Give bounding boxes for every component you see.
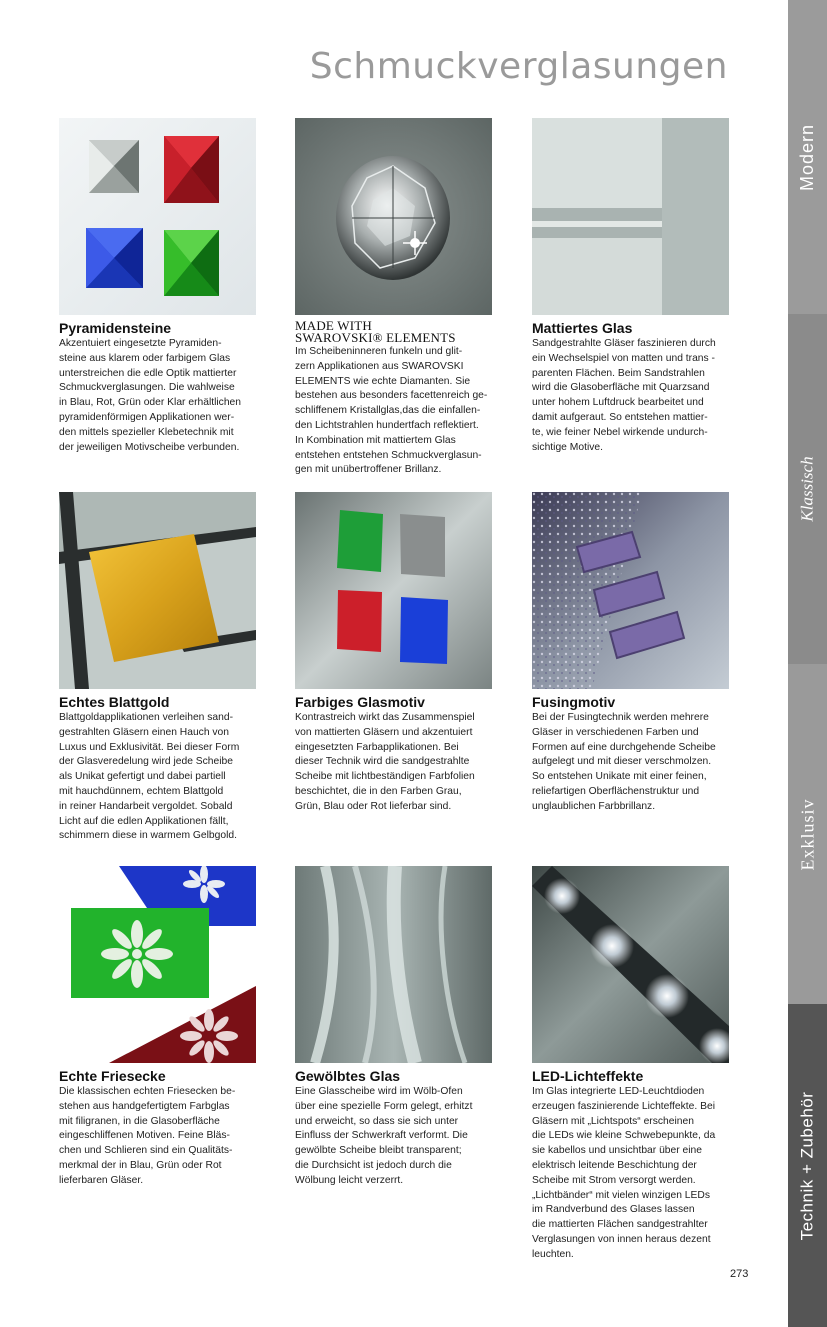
card-title: Mattiertes Glas — [532, 320, 633, 336]
card-title: Farbiges Glasmotiv — [295, 694, 425, 710]
page-title: Schmuckverglasungen — [309, 46, 728, 87]
card-text: Sandgestrahlte Gläser faszinieren durch ein Wechselspiel von matten und trans - parenten Flächen. Beim Sandstrahlen wird die Glasoberfläche mit Quarzsand unter hohem Luftdruck bearbeitet und damit aufgeraut. So entstehen mattier- te, wie feiner Nebel wirkende undurch- sichtige Motive. — [532, 338, 716, 453]
tab-technik-label: Technik + Zubehör — [797, 1091, 817, 1240]
card-title: Echte Friesecke — [59, 1068, 166, 1084]
card-text: Blattgoldapplikationen verleihen sand- gestrahlten Gläsern einen Hauch von Luxus und Exklusivität. Bei dieser Form der Glasveredelung wird jede Scheibe als Unikat gefertigt und dabei partiell mit hauchdünnem, echtem Blattgold in reiner Handarbeit vergoldet. Sobald Licht auf die edlen Applikationen fällt, schimmern diese in warmem Gelbgold. — [59, 712, 240, 842]
card-title: LED-Lichteffekte — [532, 1068, 644, 1084]
card-title: Echtes Blattgold — [59, 694, 170, 710]
swarovski-image — [295, 118, 492, 315]
farbiges-glasmotiv-image — [295, 492, 492, 689]
card-text: Eine Glasscheibe wird im Wölb-Ofen über eine spezielle Form gelegt, erhitzt und erweicht, so dass sie sich unter Einfluss der Schwerkraft verformt. Die gewölbte Scheibe bleibt transparent; die Durchsicht ist jedoch durch die Wölbung leicht verzerrt. — [295, 1086, 473, 1186]
card-title: Fusingmotiv — [532, 694, 616, 710]
card-blattgold — [59, 492, 259, 844]
tab-modern-label: Modern — [797, 123, 817, 191]
card-gewoelbtes-glas — [295, 866, 495, 1189]
tab-exklusiv[interactable] — [788, 664, 827, 1004]
led-lichteffekte-image — [532, 866, 729, 1063]
tab-exklusiv-label: Exklusiv — [797, 797, 818, 871]
tab-klassisch-label: Klassisch — [797, 456, 817, 522]
fusingmotiv-image — [532, 492, 729, 689]
card-text: Im Scheibeninneren funkeln und glit- zern Applikationen aus SWAROVSKI ELEMENTS wie echte Diamanten. Sie bestehen aus besonders facettenreich ge- schliffenem Kristallglas,das die einfallen- den Lichtstrahlen hundertfach reflektiert. In Kombination mit mattiertem Glas entstehen entstehen Schmuckverglasun- gen mit unübertroffener Brillanz. — [295, 346, 488, 476]
card-led-lichteffekte — [532, 866, 732, 1263]
card-text: Die klassischen echten Friesecken be- stehen aus handgefertigtem Farbglas mit filigranen, in die Glasoberfläche eingeschliffenen Motiven. Feine Bläs- chen und Schlieren sind ein Qualitäts- merkmal der in Blau, Grün oder Rot lieferbaren Gläser. — [59, 1086, 236, 1186]
card-text: Akzentuiert eingesetzte Pyramiden- steine aus klarem oder farbigem Glas unterstreichen die edle Optik mattierter Schmuckverglasungen. Die wahlweise in Blau, Rot, Grün oder Klar erhältlichen pyramidenförmigen Applikationen wer- den mittels spezieller Klebetechnik mit der jeweiligen Motivscheibe verbunden. — [59, 338, 242, 453]
card-farbiges-glasmotiv — [295, 492, 495, 815]
card-title: MADE WITH SWAROVSKI® ELEMENTS — [295, 318, 456, 345]
mattiertes-glas-image — [532, 118, 729, 315]
tab-klassisch[interactable] — [788, 314, 827, 664]
card-friesecke — [59, 866, 259, 1189]
friesecke-image — [59, 866, 256, 1063]
card-text: Bei der Fusingtechnik werden mehrere Gläser in verschiedenen Farben und Formen auf eine durchgehende Scheibe aufgelegt und mit dieser verschmolzen. So entstehen Unikate mit einer feinen, reliefartigen Oberflächenstruktur und unglaublichen Farbbrillanz. — [532, 712, 716, 812]
gewoelbtes-glas-image — [295, 866, 492, 1063]
side-tabs — [788, 0, 827, 1327]
card-title: Gewölbtes Glas — [295, 1068, 401, 1084]
pyramidensteine-image — [59, 118, 256, 315]
card-pyramidensteine — [59, 118, 259, 455]
page-number: 273 — [730, 1268, 749, 1280]
card-title: Pyramidensteine — [59, 320, 172, 336]
blattgold-image — [59, 492, 256, 689]
card-fusingmotiv — [532, 492, 732, 815]
tab-modern[interactable] — [788, 0, 827, 314]
card-mattiertes-glas — [532, 118, 732, 455]
tab-technik[interactable] — [788, 1004, 827, 1327]
card-text: Kontrastreich wirkt das Zusammenspiel von mattierten Gläsern und akzentuiert eingesetzten Farbapplikationen. Bei dieser Technik wird die sandgestrahlte Scheibe mit lichtbeständigen Farbfolien beschichtet, die in den Farben Grau, Grün, Blau oder Rot lieferbar sind. — [295, 712, 475, 812]
card-text: Im Glas integrierte LED-Leuchtdioden erzeugen faszinierende Lichteffekte. Bei Gläsern mit „Lichtspots“ erscheinen die LEDs wie kleine Schwebepunkte, da sie kabellos und unsichtbar über eine elektrisch leitende Beschichtung der Scheibe mit Strom versorgt werden. „Lichtbänder“ mit vielen winzigen LEDs im Randverbund des Glases lassen die mattierten Flächen sandgestrahlter Verglasungen von innen heraus dezent leuchten. — [532, 1086, 716, 1260]
card-swarovski — [295, 118, 495, 478]
